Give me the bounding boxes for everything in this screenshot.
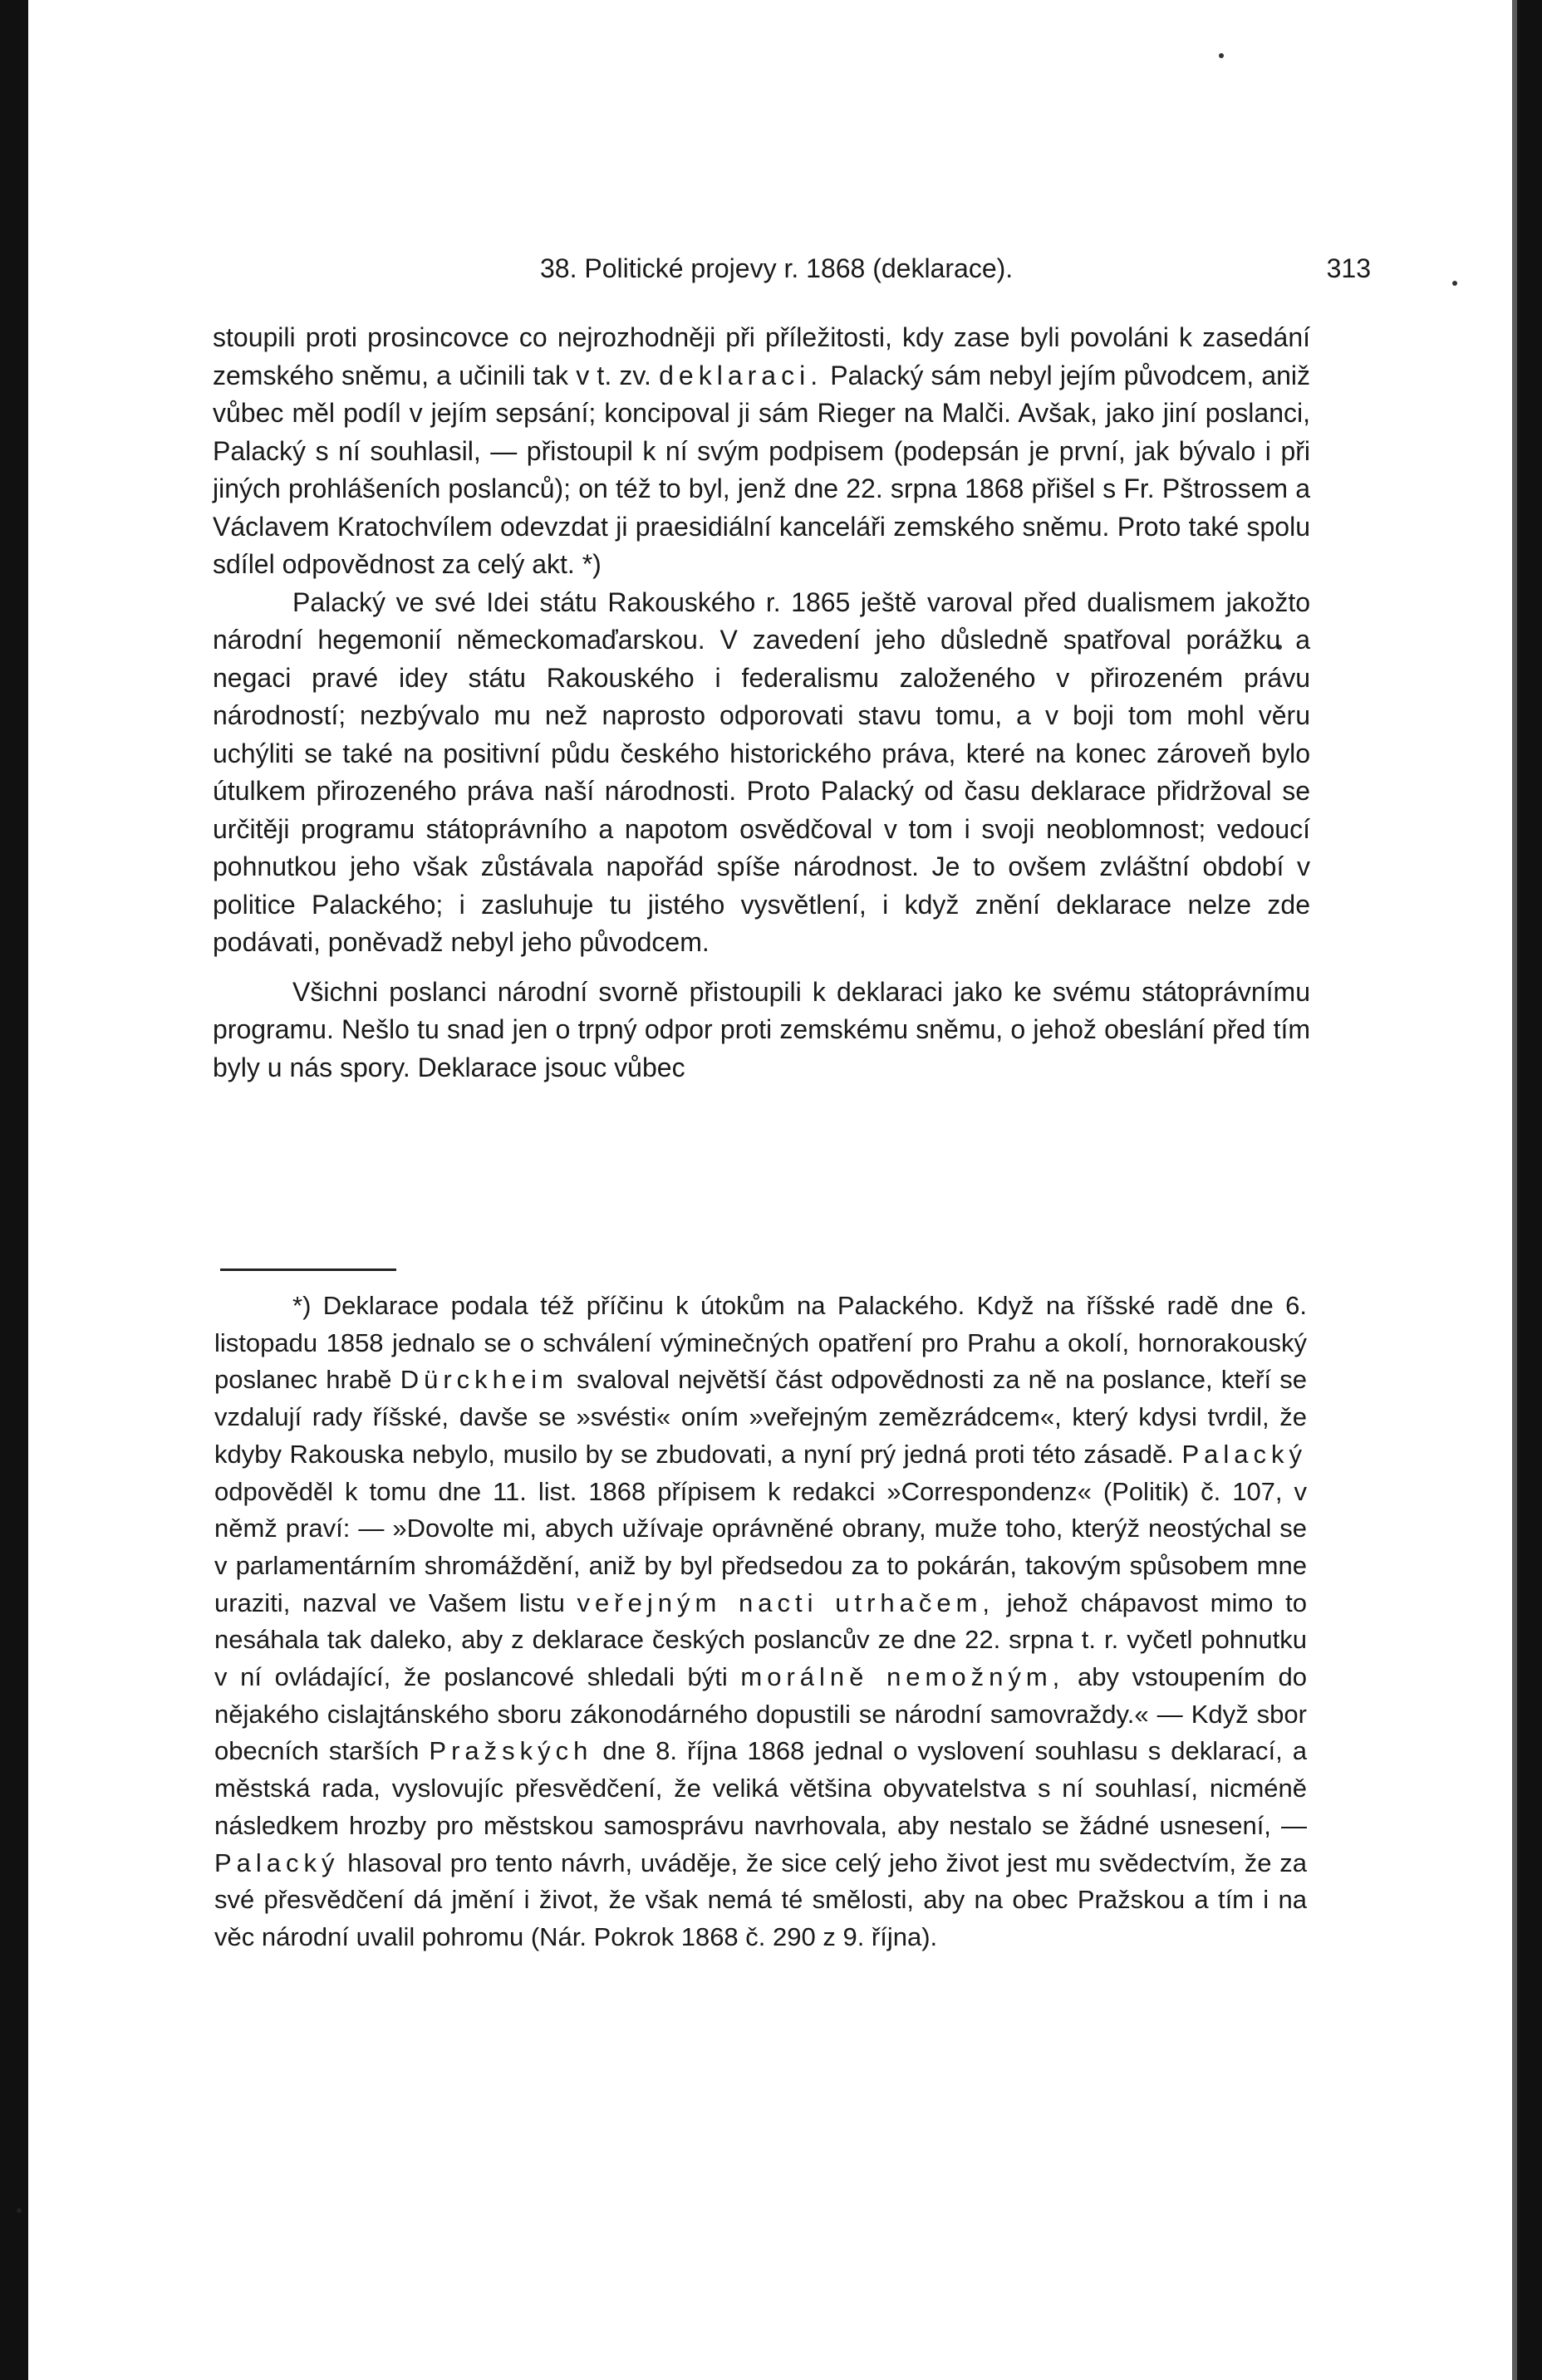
emphasis-moralne-moznym: morálně nemožným, xyxy=(740,1662,1065,1692)
scan-border-left xyxy=(0,0,28,2380)
emphasis-deklaraci: deklaraci. xyxy=(659,360,823,390)
footnote-paragraph xyxy=(214,1288,1307,1956)
footnote-text-3: odpověděl k tomu dne 11. list. 1868 přípisem k redakci »Correspondenz« (Politik) č. 107, v němž praví: — »Dovolte mi, abych užívaje oprávněné obrany, muže toho, kterýž neostýchal se v parlamentárním shromáždění, aniž by byl předsedou za to pokárán, takovým spůsobem mne uraziti, nazval ve Vašem listu xyxy=(214,1476,1307,1617)
emphasis-prazskych: Pražských xyxy=(429,1736,593,1766)
paragraph-1 xyxy=(213,319,1310,584)
emphasis-durckheim: Dürckheim xyxy=(400,1365,568,1395)
paragraph-1-text-a: stoupili proti prosincovce co nejrozhodněji při příležitosti, kdy zase byli povoláni k zasedání zemského sněmu, a učinili tak v t. zv. xyxy=(213,322,1310,390)
scan-speck xyxy=(17,2208,22,2213)
paragraph-3: Všichni poslanci národní svorně přistoupili k deklaraci jako ke svému státoprávnímu programu. Nešlo tu snad jen o trpný odpor proti zemskému sněmu, o jehož obeslání před tím byly u nás spory. Deklarace jsouc vůbec xyxy=(213,976,1310,1082)
page-number: 313 xyxy=(1326,253,1371,283)
emphasis-palacky-2: Palacký xyxy=(214,1848,340,1877)
scan-speck xyxy=(1452,281,1457,286)
footnote-text-7: hlasoval pro tento návrh, uváděje, že sice celý jeho život jest mu svědectvím, že za své přesvědčení dá jmění i život, že však nemá té smělosti, aby na obec Pražskou a tím i na věc národní uvalil pohromu (Nár. Pokrok 1868 č. 290 z 9. října). xyxy=(214,1848,1307,1951)
footnote-text-1: *) Deklarace podala též příčinu k útokům na Palackého. Když na říšské radě dne 6. listopadu 1858 jednalo se o schválení výminečných opatření pro Prahu a okolí, hornorakouský poslanec hrabě xyxy=(214,1291,1307,1395)
paragraph-1-text-c: Palacký sám nebyl jejím původcem, aniž vůbec měl podíl v jejím sepsání; koncipoval ji sám Rieger na Malči. Avšak, jako jiní poslanci, Palacký s ní souhlasil, — přistoupil k ní svým podpisem (podepsán je první, jak bývalo i při jiných prohlášeních poslanců); on též to byl, jenž dne 22. srpna 1868 přišel s Fr. Pštrossem a Václavem Kratochvílem odevzdat ji praesidiální kanceláři zemského sněmu. Proto také spolu sdílel odpovědnost za celý akt. *) xyxy=(213,360,1311,579)
paragraph-2: Palacký ve své Idei státu Rakouského r. 1865 ještě varoval před dualismem jakožto národní hegemonií německomaďarskou. V zavedení jeho důsledně spatřoval porážku a negaci pravé idey státu Rakouského i federalismu založeného v přirozeném právu národností; nezbývalo mu než naprosto odporovati stavu tomu, a v boji tom mohl věru uchýliti se také na positivní půdu českého historického práva, které na konec zároveň bylo útulkem přirozeného práva naší národnosti. Proto Palacký od času deklarace přidržoval se určitěji programu státoprávního a napotom osvědčoval v tom i svoji neoblomnost; vedoucí pohnutkou jeho však zůstávala napořád spíše národnost. Je to ovšem zvláštní období v politice Palackého; i zasluhuje tu jistého vysvětlení, i když znění deklarace nelze zde podávati, poněvadž nebyl jeho původcem. xyxy=(213,586,1310,957)
footnote-separator xyxy=(220,1269,396,1271)
emphasis-verejnym-nacti-utrhacem: veřejným nacti utrhačem, xyxy=(577,1587,995,1617)
emphasis-palacky-1: Palacký xyxy=(1181,1439,1307,1469)
running-title: 38. Politické projevy r. 1868 (deklarace). xyxy=(540,253,1014,283)
footnote-text-2: svaloval největší část odpovědnosti za ně na poslance, kteří se vzdalují rady říšské, davše se »svésti« oním »veřejným zemězrádcem«, který kdysi tvrdil, že kdyby Rakouska nebylo, musilo by se zbudovati, a nyní prý jedná proti této zásadě. xyxy=(214,1365,1307,1469)
footnote-text-5: aby vstoupením do nějakého cislajtánského sboru zákonodárného dopustili se národní samovraždy.« — Když sbor obecních starších xyxy=(214,1662,1307,1766)
footnote-text-6: dne 8. října 1868 jednal o vyslovení souhlasu s deklarací, a městská rada, vyslovujíc přesvědčení, že veliká většina obyvatelstva s ní souhlasí, nicméně následkem hrozby pro městskou samosprávu navrhovala, aby nestalo se žádné usnesení, — xyxy=(214,1736,1307,1840)
scan-border-right xyxy=(1517,0,1542,2380)
running-header xyxy=(540,253,1371,295)
footnote xyxy=(214,1288,1307,1956)
footnote-text-4: jehož chápavost mimo to nesáhala tak daleko, aby z deklarace českých poslancův ze dne 22. srpna t. r. vyčetl pohnutku v ní ovládající, že poslancové shledali býti xyxy=(214,1587,1307,1692)
main-text xyxy=(213,319,1310,1087)
scan-speck xyxy=(1219,53,1224,58)
